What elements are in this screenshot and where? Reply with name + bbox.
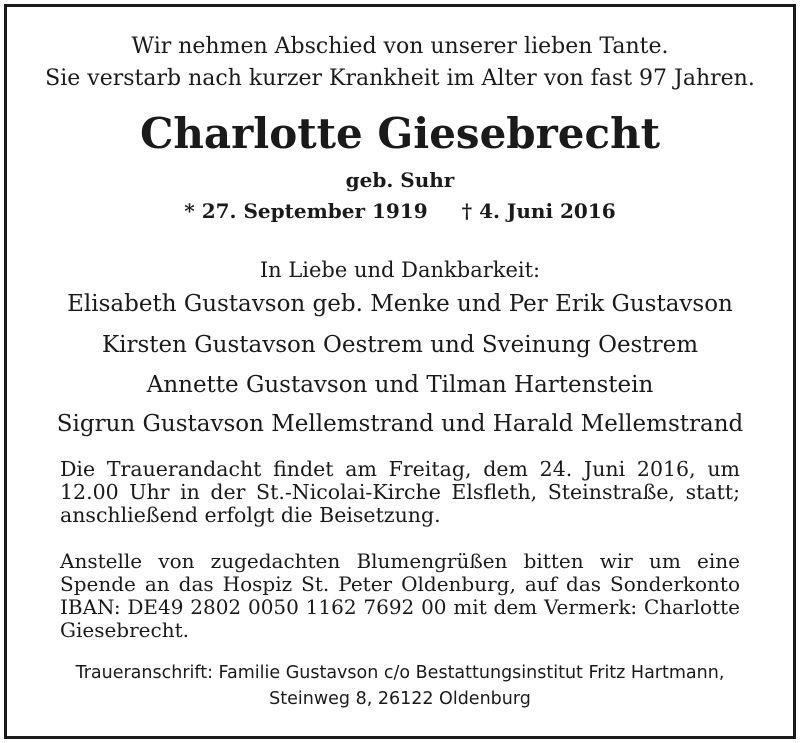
address-line-2: Steinweg 8, 26122 Oldenburg bbox=[269, 689, 531, 709]
mourners-heading: In Liebe und Dankbarkeit: bbox=[259, 258, 541, 282]
donation-paragraph bbox=[60, 550, 740, 642]
mourner-line: Kirsten Gustavson Oestrem und Sveinung Oestrem bbox=[101, 332, 699, 358]
mourner-line: Sigrun Gustavson Mellemstrand und Harald Mellemstrand bbox=[56, 411, 744, 437]
service-line: anschließend erfolgt die Beisetzung. bbox=[60, 503, 441, 527]
donation-line: Giesebrecht. bbox=[60, 618, 189, 642]
service-line: Die Trauerandacht findet am Freitag, dem 24. Juni 2016, um bbox=[60, 457, 740, 481]
deceased-name: Charlotte Giesebrecht bbox=[139, 109, 661, 158]
address-line-1: Traueranschrift: Familie Gustavson c/o Bestattungsinstitut Fritz Hartmann, bbox=[75, 663, 725, 683]
mourner-line: Annette Gustavson und Tilman Hartenstein bbox=[146, 372, 654, 398]
service-paragraph bbox=[60, 458, 740, 527]
intro-line-2: Sie verstarb nach kurzer Krankheit im Alter von fast 97 Jahren. bbox=[45, 66, 755, 91]
service-line: 12.00 Uhr in der St.-Nicolai-Kirche Elsfleth, Steinstraße, statt; bbox=[60, 480, 740, 504]
donation-line: IBAN: DE49 2802 0050 1162 7692 00 mit dem Vermerk: Charlotte bbox=[60, 595, 740, 619]
mourner-line: Elisabeth Gustavson geb. Menke und Per Erik Gustavson bbox=[67, 291, 733, 317]
donation-line: Anstelle von zugedachten Blumengrüßen bitten wir um eine bbox=[60, 549, 740, 573]
donation-line: Spende an das Hospiz St. Peter Oldenburg, auf das Sonderkonto bbox=[60, 572, 740, 596]
intro-line-1: Wir nehmen Abschied von unserer lieben Tante. bbox=[131, 34, 669, 59]
death-date: † 4. Juni 2016 bbox=[461, 199, 616, 223]
life-dates bbox=[0, 199, 800, 223]
birth-name: geb. Suhr bbox=[345, 168, 455, 192]
birth-date: * 27. September 1919 bbox=[184, 199, 428, 223]
